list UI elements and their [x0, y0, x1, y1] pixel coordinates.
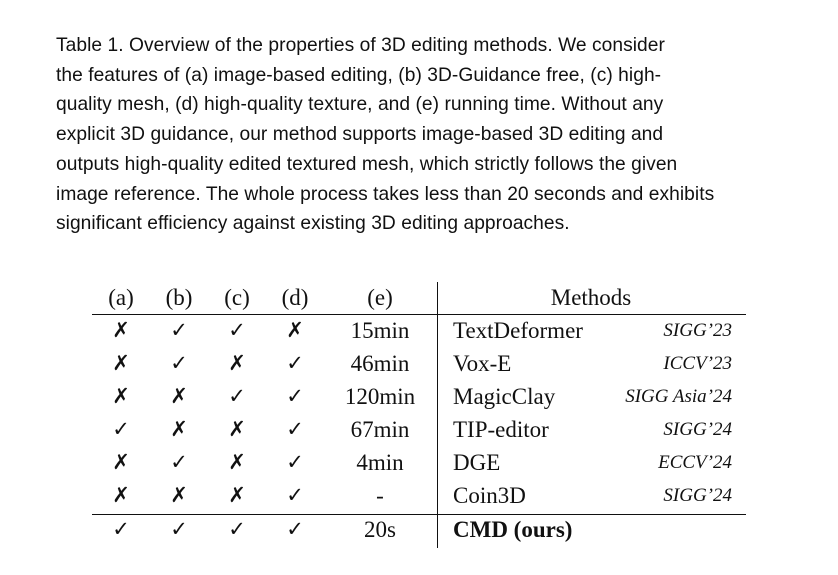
method-name: Coin3D: [453, 483, 526, 508]
method-venue: SIGG Asia’24: [625, 386, 732, 407]
header-rule: [92, 314, 746, 315]
caption-line: significant efficiency against existing 3D editing approaches.: [56, 213, 570, 235]
feature-mark-c: ✓: [228, 318, 246, 342]
feature-mark-d: ✗: [286, 318, 304, 342]
caption-line: explicit 3D guidance, our method supports image-based 3D editing and: [56, 124, 664, 146]
feature-mark-d: ✓: [286, 483, 304, 507]
running-time: 46min: [350, 351, 410, 376]
feature-mark-b: ✓: [170, 517, 188, 541]
method-venue: ICCV’23: [663, 353, 732, 374]
running-time: 20s: [364, 517, 396, 542]
method-name: DGE: [453, 450, 501, 475]
feature-mark-b: ✗: [170, 384, 188, 408]
feature-mark-a: ✗: [112, 384, 130, 408]
feature-mark-b: ✓: [170, 351, 188, 375]
caption-line: image reference. The whole process takes less than 20 seconds and exhibits: [56, 183, 715, 205]
method-venue: SIGG’23: [663, 320, 732, 341]
column-header-methods: Methods: [550, 285, 632, 310]
feature-mark-c: ✓: [228, 384, 246, 408]
running-time: 120min: [344, 384, 416, 409]
feature-mark-d: ✓: [286, 417, 304, 441]
feature-mark-b: ✗: [170, 483, 188, 507]
ours-rule: [92, 514, 746, 515]
column-header-c: (c): [224, 285, 250, 310]
feature-mark-b: ✓: [170, 450, 188, 474]
method-venue: SIGG’24: [663, 485, 732, 506]
method-name: Vox-E: [453, 351, 512, 376]
feature-mark-b: ✓: [170, 318, 188, 342]
feature-mark-c: ✗: [228, 483, 246, 507]
column-header-a: (a): [108, 285, 134, 310]
feature-mark-c: ✓: [228, 517, 246, 541]
method-name: TIP-editor: [453, 417, 549, 442]
feature-mark-a: ✗: [112, 318, 130, 342]
feature-mark-d: ✓: [286, 384, 304, 408]
feature-mark-d: ✓: [286, 450, 304, 474]
feature-mark-a: ✓: [112, 417, 130, 441]
column-header-e: (e): [367, 285, 393, 310]
feature-mark-c: ✗: [228, 450, 246, 474]
feature-mark-a: ✗: [112, 483, 130, 507]
feature-mark-a: ✓: [112, 517, 130, 541]
caption-line: outputs high-quality edited textured mesh, which strictly follows the given: [56, 153, 678, 175]
caption-line: Table 1. Overview of the properties of 3D editing methods. We consider: [56, 35, 665, 56]
feature-mark-a: ✗: [112, 351, 130, 375]
table-caption: [56, 31, 791, 239]
caption-line: the features of (a) image-based editing, (b) 3D-Guidance free, (c) high-: [56, 64, 662, 86]
caption-line: quality mesh, (d) high-quality texture, and (e) running time. Without any: [56, 94, 664, 116]
running-time: -: [376, 483, 384, 508]
feature-mark-d: ✓: [286, 351, 304, 375]
running-time: 15min: [350, 318, 410, 343]
running-time: 4min: [356, 450, 404, 475]
feature-mark-c: ✗: [228, 351, 246, 375]
feature-mark-d: ✓: [286, 517, 304, 541]
method-name: MagicClay: [453, 384, 556, 409]
feature-mark-b: ✗: [170, 417, 188, 441]
method-venue: SIGG’24: [663, 419, 732, 440]
method-name-ours: CMD (ours): [453, 517, 573, 542]
feature-mark-a: ✗: [112, 450, 130, 474]
column-header-d: (d): [281, 285, 309, 310]
running-time: 67min: [350, 417, 410, 442]
column-divider: [437, 282, 438, 548]
method-name: TextDeformer: [453, 318, 583, 343]
column-header-b: (b): [165, 285, 193, 310]
feature-mark-c: ✗: [228, 417, 246, 441]
method-venue: ECCV’24: [658, 452, 732, 473]
